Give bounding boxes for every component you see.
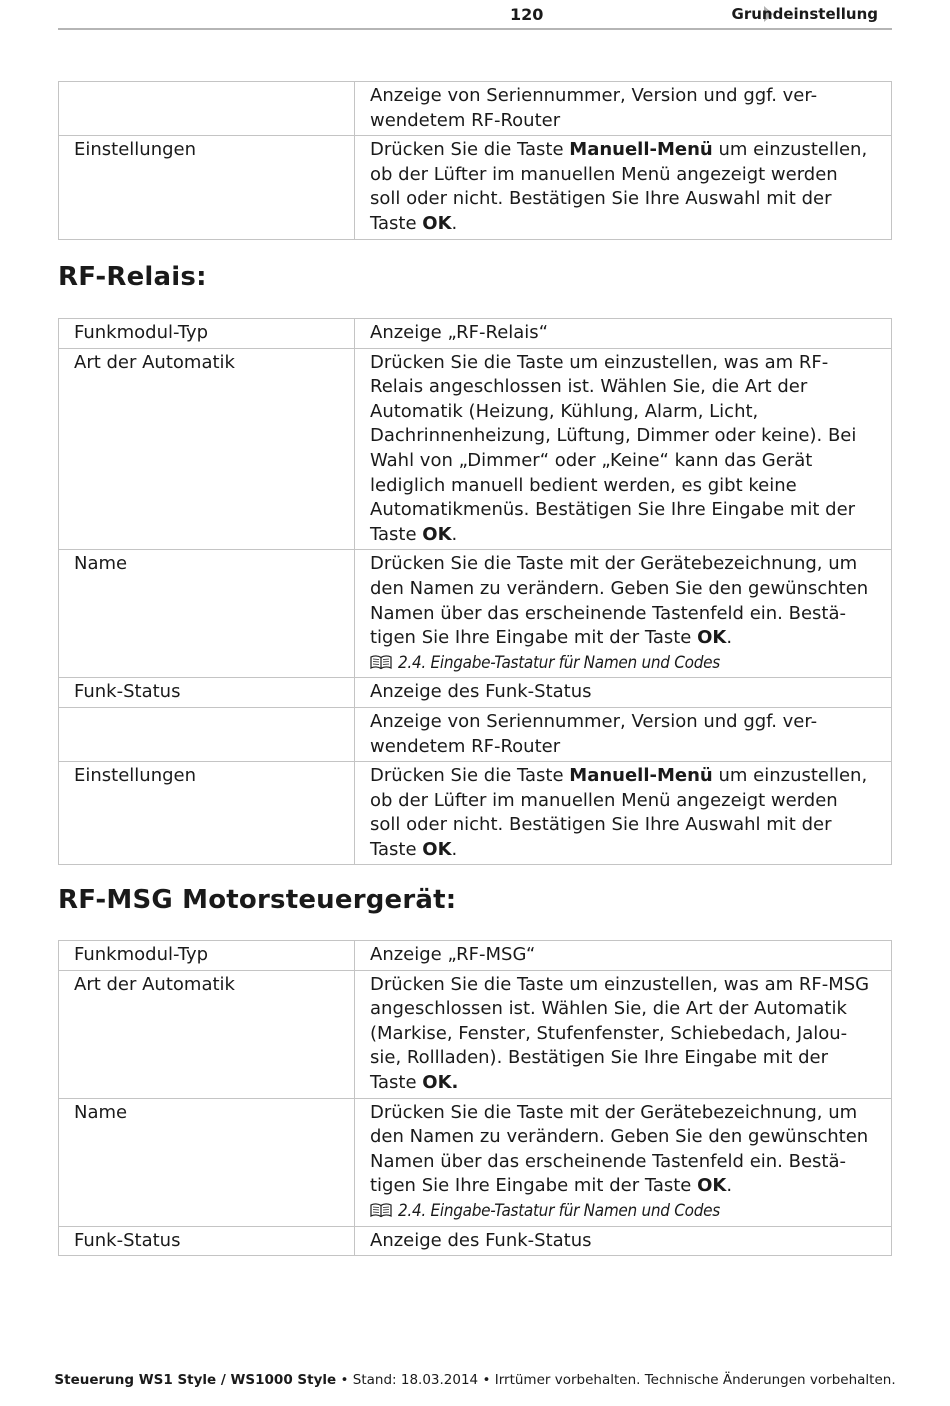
row-description: Anzeige des Funk-Status xyxy=(355,678,892,708)
row-description: Anzeige von Seriennummer, Version und ggf. ver- wendetem RF-Router xyxy=(355,707,892,761)
row-label: Funkmodul-Typ xyxy=(59,319,355,349)
row-label: Name xyxy=(59,550,355,678)
row-label: Einstellungen xyxy=(59,136,355,239)
row-label: Art der Automatik xyxy=(59,970,355,1098)
row-description: Drücken Sie die Taste Manuell-Menü um einzustellen, ob der Lüfter im manuellen Menü angezeigt werden soll oder nicht. Bestätigen Sie Ihre Auswahl mit der Taste OK. xyxy=(355,136,892,239)
heading-rf-msg: RF-MSG Motorsteuergerät: xyxy=(58,885,457,915)
open-book-icon xyxy=(370,654,392,670)
table-row xyxy=(59,970,892,1098)
row-description: Anzeige „RF-MSG“ xyxy=(355,941,892,971)
table-row xyxy=(59,1098,892,1226)
row-description: Drücken Sie die Taste mit der Gerätebezeichnung, um den Namen zu verändern. Geben Sie den gewünschten Namen über das erscheinende Tastenfeld ein. Bestä- tigen Sie Ihre Eingabe mit der Taste OK. 2.4. Eingabe-Tastatur für Namen und Codes xyxy=(355,1098,892,1226)
row-label: Name xyxy=(59,1098,355,1226)
row-label: Funk-Status xyxy=(59,1226,355,1256)
footer-product: Steuerung WS1 Style / WS1000 Style xyxy=(54,1372,337,1388)
footer-bullet: • xyxy=(340,1372,349,1388)
cross-reference-link[interactable]: 2.4. Eingabe-Tastatur für Namen und Codes xyxy=(370,653,720,673)
footer-date: Stand: 18.03.2014 xyxy=(352,1372,479,1388)
row-label: Einstellungen xyxy=(59,762,355,865)
row-description: Anzeige des Funk-Status xyxy=(355,1226,892,1256)
table-rf-relais xyxy=(58,318,892,865)
page-header xyxy=(58,0,892,30)
table-rf-msg xyxy=(58,940,892,1256)
cross-reference-link[interactable]: 2.4. Eingabe-Tastatur für Namen und Codes xyxy=(370,1201,720,1221)
row-label: Funkmodul-Typ xyxy=(59,941,355,971)
table-row xyxy=(59,941,892,971)
table-row xyxy=(59,82,892,136)
section-title: Grundeinstellung xyxy=(731,5,878,23)
row-description: Drücken Sie die Taste um einzustellen, was am RF- Relais angeschlossen ist. Wählen Sie, die Art der Automatik (Heizung, Kühlung, Alarm, Licht, Dachrinnenheizung, Lüftung, Dimmer oder keine). Bei Wahl von „Dimmer“ oder „Keine“ kann das Gerät lediglich manuell bedient werden, es gibt keine Automatikmenüs. Bestätigen Sie Ihre Eingabe mit der Taste OK. xyxy=(355,348,892,550)
row-description: Drücken Sie die Taste um einzustellen, was am RF-MSG angeschlossen ist. Wählen Sie, die Art der Automatik (Markise, Fenster, Stufenfenster, Schiebedach, Jalou- sie, Rollladen). Bestätigen Sie Ihre Eingabe mit der Taste OK. xyxy=(355,970,892,1098)
table-row xyxy=(59,707,892,761)
table-row xyxy=(59,1226,892,1256)
row-label: Art der Automatik xyxy=(59,348,355,550)
row-description: Drücken Sie die Taste mit der Gerätebezeichnung, um den Namen zu verändern. Geben Sie den gewünschten Namen über das erscheinende Tastenfeld ein. Bestä- tigen Sie Ihre Eingabe mit der Taste OK. 2.4. Eingabe-Tastatur für Namen und Codes xyxy=(355,550,892,678)
row-label xyxy=(59,82,355,136)
footer-bullet: • xyxy=(482,1372,491,1388)
table-top xyxy=(58,81,892,240)
open-book-icon xyxy=(370,1202,392,1218)
footer-notice: Irrtümer vorbehalten. Technische Änderungen vorbehalten. xyxy=(494,1372,896,1388)
row-description: Anzeige von Seriennummer, Version und ggf. ver- wendetem RF-Router xyxy=(355,82,892,136)
table-row xyxy=(59,348,892,550)
table-row xyxy=(59,762,892,865)
table-row xyxy=(59,319,892,349)
page-number: 120 xyxy=(510,5,544,24)
row-description: Drücken Sie die Taste Manuell-Menü um einzustellen, ob der Lüfter im manuellen Menü angezeigt werden soll oder nicht. Bestätigen Sie Ihre Auswahl mit der Taste OK. xyxy=(355,762,892,865)
heading-rf-relais: RF-Relais: xyxy=(58,262,207,292)
row-label: Funk-Status xyxy=(59,678,355,708)
table-row xyxy=(59,678,892,708)
table-row xyxy=(59,136,892,239)
page-footer xyxy=(0,1372,950,1388)
row-description: Anzeige „RF-Relais“ xyxy=(355,319,892,349)
table-row xyxy=(59,550,892,678)
row-label xyxy=(59,707,355,761)
